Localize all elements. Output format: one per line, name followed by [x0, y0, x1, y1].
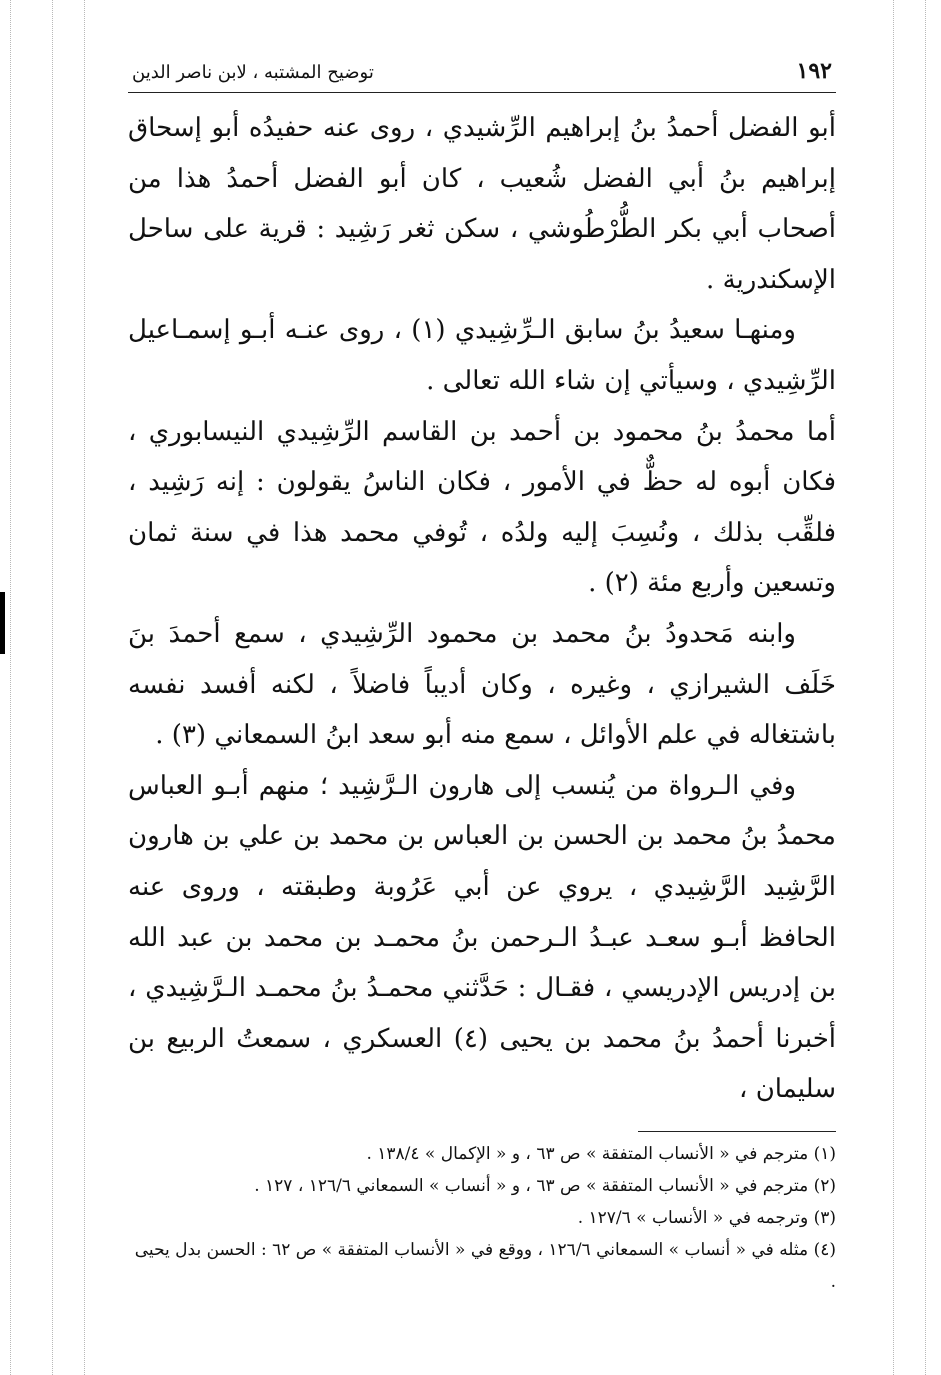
- paragraph: وابنه مَحدودُ بنُ محمد بن محمود الرِّشِيدي ، سمع أحمدَ بنَ خَلَف الشيرازي ، وغيره ، وكان أديباً فاضلاً ، لكنه أفسد نفسه باشتغاله في علم الأوائل ، سمع منه أبو سعد ابنُ السمعاني (٣) .: [128, 618, 836, 751]
- scan-edge-mark: [0, 592, 5, 654]
- running-title: توضيح المشتبه ، لابن ناصر الدين: [132, 62, 374, 83]
- footnote: (٣) وترجمه في « الأنساب » ١٢٧/٦ .: [577, 1207, 836, 1228]
- paragraph: أبو الفضل أحمدُ بنُ إبراهيم الرِّشيدي ، روى عنه حفيدُه أبو إسحاق إبراهيم بنُ أبي الفضل شُعيب ، كان أبو الفضل أحمدُ هذا من أصحاب أبي بكر الطُّرْطُوشي ، سكن ثغر رَشِيد : قرية على ساحل الإسكندرية .: [128, 113, 836, 295]
- paragraph: وفي الـرواة من يُنسب إلى هارون الـرَّشِيد ؛ منهم أبـو العباس محمدُ بنُ محمد بن الحسن بن العباس بن محمد بن علي بن هارون الرَّشِيد الرَّشِيدي ، يروي عن أبي عَرُوبة وطبقته ، وروى عنه الحافظ أبـو سعـد عبـدُ الـرحمن بنُ محمـد بن محمد بن عبد الله بن إدريس الإدريسي ، فقـال : حَدَّثني محمـدُ بنُ محمـد الـرَّشِيدي ، أخبرنا أحمدُ بنُ محمد بن يحيى (٤) العسكري ، سمعتُ الربيع بن سليمان ،: [128, 770, 836, 1105]
- footnote-separator: [638, 1131, 836, 1132]
- footnote: (٢) مترجم في « الأنساب المتفقة » ص ٦٣ ، و « أنساب » السمعاني ١٢٦/٦ ، ١٢٧ .: [254, 1175, 836, 1196]
- scan-margin-line: [10, 0, 11, 1375]
- scan-margin-line: [925, 0, 926, 1375]
- body-text: [128, 103, 836, 1115]
- footnote: (١) مترجم في « الأنساب المتفقة » ص ٦٣ ، و « الإكمال » ١٣٨/٤ .: [366, 1143, 836, 1164]
- scan-margin-line: [84, 0, 85, 1375]
- running-header: [128, 52, 836, 93]
- footnote: (٤) مثله في « أنساب » السمعاني ١٢٦/٦ ، ووقع في « الأنساب المتفقة » ص ٦٢ : الحسن بدل يحيى .: [134, 1239, 836, 1292]
- book-page: [128, 52, 836, 1298]
- footnotes: [128, 1138, 836, 1298]
- paragraph: ومنهـا سعيدُ بنُ سابق الـرِّشِيدي (١) ، روى عنـه أبـو إسمـاعيل الرِّشِيدي ، وسيأتي إن شاء الله تعالى .: [128, 315, 836, 396]
- scan-margin-line: [52, 0, 53, 1375]
- scan-margin-line: [893, 0, 894, 1375]
- paragraph: أما محمدُ بنُ محمود بن أحمد بن القاسم الرِّشِيدي النيسابوري ، فكان أبوه له حظٌّ في الأمور ، فكان الناسُ يقولون : إنه رَشِيد ، فلقِّب بذلك ، ونُسِبَ إليه ولدُه ، تُوفي محمد هذا في سنة ثمان وتسعين وأربع مئة (٢) .: [128, 416, 836, 599]
- page-number: ١٩٢: [796, 58, 832, 84]
